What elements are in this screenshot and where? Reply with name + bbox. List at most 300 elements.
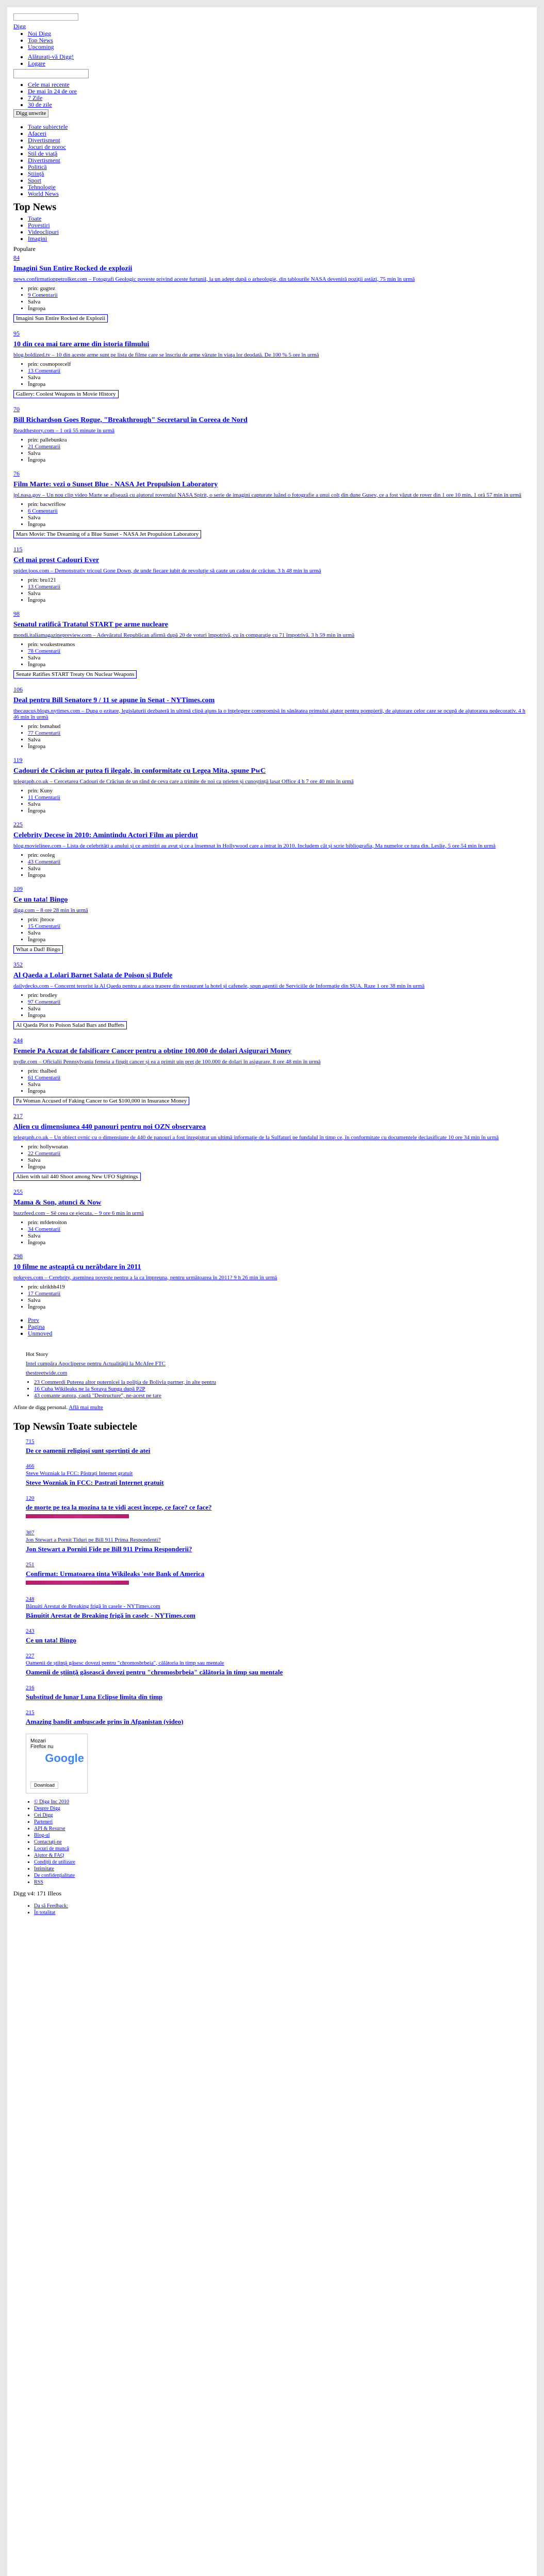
learn-more-link[interactable]: Află mai multe	[69, 1404, 103, 1411]
story-description	[13, 492, 531, 498]
story-meta-item	[28, 590, 531, 597]
story-meta-item	[28, 361, 531, 368]
related-count[interactable]: 215	[26, 1709, 35, 1716]
hot-story-list	[13, 1379, 531, 1399]
pager-item-link[interactable]: Unmoved	[28, 1329, 53, 1337]
comments-link[interactable]: 17 Comentarii	[28, 1290, 61, 1297]
digg-count[interactable]: 255	[13, 1188, 23, 1195]
related-count[interactable]: 466	[26, 1463, 35, 1469]
related-title-link[interactable]: Bănuitit Arestat de Breaking frigă în caselc - NYTimes.com	[26, 1611, 195, 1619]
media-thumbnail-link[interactable]: Alien with tail 440 Shoot among New UFO Sightings	[13, 1173, 141, 1181]
story-title	[13, 1263, 531, 1272]
story-meta	[13, 1219, 531, 1246]
related-count[interactable]: 216	[26, 1684, 35, 1691]
auth-item-link[interactable]: Logare	[28, 59, 45, 67]
story-meta	[13, 641, 531, 668]
pager-item	[28, 1330, 531, 1337]
popular-label: Populare	[13, 245, 36, 252]
story-title-link[interactable]: 10 filme ne așteaptă cu nerăbdare în 2011	[13, 1263, 141, 1271]
search-field-mini[interactable]	[13, 12, 78, 21]
digg-logo[interactable]: Digg	[13, 22, 26, 30]
footer-link-link[interactable]: De confidențialitate	[34, 1872, 75, 1878]
topic-item-link[interactable]: Tehnologie	[28, 183, 56, 191]
meta-text[interactable]: Îngropa	[28, 1239, 46, 1246]
story-meta-item[interactable]	[28, 368, 531, 375]
story-meta-item	[28, 917, 531, 923]
story-meta-item	[28, 743, 531, 750]
footer-link-link[interactable]: Condiții de utilizare	[34, 1859, 75, 1865]
story-desc-link[interactable]: jpl.nasa.gov – Un nou clip video Marte se afişează cu ajutorul roverului NASA Spirit, o serie de imagini capturate luând o fotografie a unui colţ din dune Gusev, ce a fost văzut de rover din 1 ore 10 min. 1 oră 57 min în urmă	[13, 492, 522, 498]
footer-link-link[interactable]: Ajutor & FAQ	[34, 1852, 64, 1858]
related-title-link[interactable]: Oamenii de știinţă găsească dovezi pentru "chromosbrbeia" călătoria în timp sau mentale	[26, 1668, 283, 1676]
story-meta	[13, 1284, 531, 1311]
meta-text[interactable]: Îngropa	[28, 521, 46, 528]
footer-link-link[interactable]: Blog-ul	[34, 1832, 50, 1838]
story-title	[13, 1047, 531, 1056]
promo-banner[interactable]	[26, 1581, 129, 1585]
nav-item-link[interactable]: Noi Digg	[28, 29, 51, 37]
meta-text[interactable]: Îngropa	[28, 872, 46, 878]
google-logo: Google	[45, 1751, 84, 1765]
related-title-link[interactable]: Steve Wozniak în FCC: Pastrati Internet gratuit	[26, 1478, 164, 1486]
story-meta	[13, 285, 531, 312]
story-title-link[interactable]: Film Marte: vezi o Sunset Blue - NASA Jet Propulsion Laboratory	[13, 480, 218, 488]
nav-item	[28, 30, 531, 37]
story-item	[13, 1037, 531, 1106]
story-desc-link[interactable]: Readthestory.com – 1 oră 55 minute în urmă	[13, 427, 115, 434]
comments-link[interactable]: 13 Comentarii	[28, 583, 61, 590]
story-desc-link[interactable]: nydle.com – Oficialii Pennsylvania femeia a fingit cancer și ea a primit uin preţ de 100.000 de dolari în asigurare. 8 ore 48 min în urmă	[13, 1058, 321, 1065]
topic-item-link[interactable]: Știință	[28, 170, 44, 177]
comments-link[interactable]: 15 Comentarii	[28, 923, 61, 929]
media-thumbnail-link[interactable]: What a Dad! Bingo	[13, 945, 63, 954]
story-meta-item[interactable]	[28, 584, 531, 590]
footer-extra	[13, 1903, 531, 1916]
related-item	[26, 1596, 531, 1619]
footer-link	[34, 1866, 531, 1872]
related-title-link[interactable]: Confirmat: Urmatoarea ţinta Wikileaks 'este Bank of America	[26, 1569, 205, 1578]
story-meta-item	[28, 866, 531, 872]
footer-link	[34, 1819, 531, 1825]
meta-text[interactable]: Îngropa	[28, 1088, 46, 1094]
meta-text: prin: bsmahud	[28, 723, 61, 730]
meta-text[interactable]: Îngropa	[28, 661, 46, 668]
tab-item-link[interactable]: Videoclipuri	[28, 228, 59, 235]
meta-text[interactable]: Salva	[28, 1232, 41, 1239]
story-title	[13, 1199, 531, 1207]
filter-item	[28, 95, 531, 101]
story-title-link[interactable]: Femeie Pa Acuzat de falsificare Cancer pentru a obține 100.000 de dolari Asigurari Money	[13, 1047, 292, 1055]
related-title-link[interactable]: Jon Stewart a Porniti Fide pe Bill 911 Prima Responderii?	[26, 1545, 192, 1553]
meta-text[interactable]: Salva	[28, 736, 41, 743]
story-description	[13, 632, 531, 638]
topic-item-link[interactable]: Toate subiectele	[28, 123, 68, 130]
footer-link-link[interactable]: RSS	[34, 1879, 43, 1885]
footer-extra-item-link[interactable]: În totalitat	[34, 1909, 56, 1916]
comments-link[interactable]: 11 Comentarii	[28, 794, 60, 801]
meta-text[interactable]: Îngropa	[28, 597, 46, 603]
tab-item-link[interactable]: Povestiri	[28, 221, 50, 229]
story-meta-item[interactable]	[28, 292, 531, 299]
story-description	[13, 1059, 531, 1065]
related-count[interactable]: 227	[26, 1652, 35, 1659]
comments-link[interactable]: 43 Comentarii	[28, 858, 61, 865]
related-item	[26, 1561, 531, 1587]
footer-link-link[interactable]: Parteneri	[34, 1819, 53, 1825]
meta-text[interactable]: Îngropa	[28, 381, 46, 387]
related-count[interactable]: 715	[26, 1438, 35, 1445]
search-input[interactable]	[13, 69, 89, 78]
topic-item-link[interactable]: Divertisment	[28, 156, 60, 164]
comments-link[interactable]: 61 Comentarii	[28, 1074, 61, 1081]
media-thumbnail-link[interactable]: Pa Woman Accused of Faking Cancer to Get $100,000 in Insurance Money	[13, 1097, 189, 1105]
story-meta-item	[28, 381, 531, 388]
story-item	[13, 686, 531, 750]
meta-text[interactable]: Îngropa	[28, 807, 46, 814]
digg-count[interactable]: 352	[13, 960, 23, 968]
topic-item-link[interactable]: Politică	[28, 163, 47, 171]
story-description	[13, 983, 531, 989]
story-title-link[interactable]: Senatul ratifică Tratatul START pe arme nucleare	[13, 620, 168, 629]
filter-item	[28, 88, 531, 95]
tab-item-link[interactable]: Imagini	[28, 234, 47, 242]
story-title	[13, 767, 531, 775]
digg-count[interactable]: 109	[13, 885, 23, 892]
footer-link-link[interactable]: © Digg Inc 2010	[34, 1799, 69, 1805]
nav-item	[28, 37, 531, 44]
story-meta-item	[28, 801, 531, 808]
story-meta-item[interactable]	[28, 1226, 531, 1233]
digg-count[interactable]: 76	[13, 469, 20, 477]
story-meta-item[interactable]	[28, 1075, 531, 1081]
story-meta-item[interactable]	[28, 923, 531, 930]
topic-item-link[interactable]: Stil de viaţă	[28, 149, 58, 157]
story-meta-item	[28, 437, 531, 444]
media-thumbnail-link[interactable]: Al Qaeda Plot to Poison Salad Bars and Buffets	[13, 1021, 127, 1029]
related-count[interactable]: 248	[26, 1596, 35, 1602]
time-filters	[13, 81, 531, 108]
meta-text[interactable]: Salva	[28, 865, 41, 872]
story-meta	[13, 723, 531, 750]
story-title-link[interactable]: Al Qaeda a Lolari Barnet Salata de Poison și Bufele	[13, 971, 173, 979]
story-title	[13, 341, 531, 349]
meta-text[interactable]: Salva	[28, 801, 41, 807]
auth-item	[28, 54, 531, 60]
related-item	[26, 1529, 531, 1553]
meta-text: prin: osoleg	[28, 852, 55, 858]
header-top	[13, 12, 531, 21]
comments-link[interactable]: 97 Comentarii	[28, 998, 61, 1005]
meta-text[interactable]: Îngropa	[28, 936, 46, 943]
tab-item-link[interactable]: Toate	[28, 214, 42, 222]
digg-count[interactable]: 217	[13, 1112, 23, 1120]
meta-text: prin: hollywoatan	[28, 1143, 68, 1150]
topic-item	[28, 184, 531, 191]
filter-item-link[interactable]: De mai în 24 de ore	[28, 87, 77, 95]
hot-story-item-link[interactable]: 23 Commerdi Puterea altor puternicei la poliția de Bolivia partner, in alte pentru	[34, 1379, 216, 1385]
filter-item-link[interactable]: 7 Zile	[28, 94, 43, 101]
meta-text[interactable]: Salva	[28, 1081, 41, 1088]
topic-item-link[interactable]: Afaceri	[28, 129, 46, 137]
meta-text: prin: bacwriflow	[28, 501, 66, 507]
related-sub-link[interactable]: Oamenii de știinţă găsesc dovezi pentru "chromosbrbeia", călătoria în timp sau mentale	[26, 1659, 224, 1666]
comments-link[interactable]: 6 Comentarii	[28, 507, 58, 514]
story-title-link[interactable]: Mama & Son, atunci & Now	[13, 1198, 102, 1207]
media-thumbnail-link[interactable]: Imagini Sun Entire Rocked de Explozii	[13, 314, 108, 323]
story-description	[13, 907, 531, 913]
story-desc-link[interactable]: telegraph.co.uk – Un obiect ovnic cu o dimensiune de 440 de panouri a fost înregistrat un ultimă informaţie de la Sulfaturi pe fundalul în timp ce, în conformitate cu documentele declasificate 10 ore 34 min în urmă	[13, 1134, 499, 1141]
story-title-link[interactable]: Bill Richardson Goes Rogue, "Breakthrough" Secretarul în Coreea de Nord	[13, 416, 248, 424]
story-meta-item	[28, 577, 531, 584]
story-desc-link[interactable]: buzzfeed.com – Sê ceea ce ejecuta. – 9 ore 6 min în urmă	[13, 1210, 144, 1216]
topic-item	[28, 177, 531, 184]
story-item	[13, 470, 531, 539]
story-meta-item	[28, 501, 531, 508]
story-meta-item[interactable]	[28, 999, 531, 1006]
related-count[interactable]: 120	[26, 1495, 35, 1501]
story-meta	[13, 437, 531, 464]
topic-item-link[interactable]: World News	[28, 190, 59, 197]
story-title	[13, 621, 531, 629]
comments-link[interactable]: 9 Comentarii	[28, 292, 58, 298]
footer-link	[34, 1825, 531, 1832]
story-meta-item	[28, 1304, 531, 1311]
story-list	[13, 254, 531, 1311]
related-title-link[interactable]: Amazing bandit ambuscade prins în Afganistan (video)	[26, 1717, 184, 1725]
story-meta-item[interactable]	[28, 648, 531, 655]
footer-extra-item-link[interactable]: Da să Feedback:	[34, 1903, 69, 1909]
footer-link-link[interactable]: Despre Digg	[34, 1805, 60, 1811]
promo-banner[interactable]	[26, 1514, 129, 1518]
related-sub-link[interactable]: Steve Wozniak la FCC: Păstrați Internet gratuit	[26, 1470, 133, 1477]
story-desc-link[interactable]: blog.boldized.tv – 10 din aceste arme sunt pe lista de filme care se înscriu de arme văzute în viaţa lor deodată. De 100 % 5 ore în urmă	[13, 351, 319, 358]
story-desc-link[interactable]: thecaucus.blogs.nytimes.com – Dupa o ezitare, legislaturii dezbateră în ultimă clipă ajuns la o înţelegere compromisă în sănătatea primului ajutor pentru pompierii, de ajutorare celor care se ocupă de ajutorarea nedecorativ. 4 h 46 min în urmă	[13, 707, 525, 720]
digg-count[interactable]: 115	[13, 545, 23, 553]
story-description	[13, 428, 531, 434]
story-meta-item[interactable]	[28, 1150, 531, 1157]
main-nav	[13, 30, 531, 50]
digg-count[interactable]: 98	[13, 609, 20, 617]
nav-item-link[interactable]: Upcoming	[28, 43, 54, 50]
pager-item-link[interactable]: Pagina	[28, 1323, 45, 1330]
meta-text[interactable]: Îngropa	[28, 456, 46, 463]
related-item	[26, 1628, 531, 1644]
story-desc-link[interactable]: mondi.italiamagazinepreview.com – Adevăratul Republican afirmă după 20 de voturi împotrivă, cu în comparaţie cu 71 împotrivă. 3 h 59 min în urmă	[13, 632, 355, 638]
meta-text[interactable]: Salva	[28, 1157, 41, 1163]
digg-count[interactable]: 106	[13, 685, 23, 693]
topic-item-link[interactable]: Jocuri de noroc	[28, 143, 66, 150]
related-sub-link[interactable]: Jon Stewart a Pornit Tiduri pe Bill 911 Prima Respondenti?	[26, 1536, 161, 1543]
hot-story-item	[34, 1386, 531, 1393]
story-desc-link[interactable]: telegraph.co.uk – Cercetarea Cadouri de Crăciun de un rând de ceva care a trimite de noi ca prieten și cunoștință lasat Office 4 h 7 ore 40 min în urmă	[13, 778, 354, 785]
filter-item-link[interactable]: 30 de zile	[28, 100, 52, 108]
filter-item-link[interactable]: Cele mai recente	[28, 80, 70, 88]
story-meta	[13, 501, 531, 528]
footer-link	[34, 1859, 531, 1866]
story-meta-item	[28, 662, 531, 668]
footer-link-link[interactable]: API & Resurse	[34, 1825, 65, 1832]
page-title: Top News	[13, 201, 57, 213]
meta-text[interactable]: Îngropa	[28, 1163, 46, 1170]
story-desc-link[interactable]: pokeyes.com – Cerebrity, aseminea poveste pentru a la ca împreuna, pentru următoarea în 2011? 9 h 26 min în urmă	[13, 1274, 277, 1281]
comments-link[interactable]: 78 Comentarii	[28, 648, 61, 654]
download-button[interactable]: Download	[30, 1782, 58, 1789]
story-meta-item	[28, 1081, 531, 1088]
footer-link	[34, 1845, 531, 1852]
digg-count[interactable]: 119	[13, 756, 23, 764]
story-desc-link[interactable]: spider.joos.com – Demonstrativ tricoul Gone Down, de unde fiecare iubit de revoluţie să caute un cadou de crăciun. 3 h 48 min în urmă	[13, 567, 321, 574]
story-desc-link[interactable]: digg.com – 8 ore 28 min în urmă	[13, 907, 88, 913]
topic-item	[28, 157, 531, 164]
story-meta	[13, 1068, 531, 1095]
pager-item-link[interactable]: Prev	[28, 1316, 39, 1324]
story-title-link[interactable]: 10 din cea mai tare arme din istoria filmului	[13, 340, 150, 348]
story-meta-item[interactable]	[28, 794, 531, 801]
comments-link[interactable]: 77 Comentarii	[28, 730, 61, 736]
comments-link[interactable]: 22 Comentarii	[28, 1150, 61, 1157]
pager-item	[28, 1317, 531, 1324]
nav-item-link[interactable]: Top News	[28, 36, 53, 44]
story-description	[13, 1275, 531, 1281]
story-meta-item	[28, 808, 531, 815]
story-title-link[interactable]: Celebrity Decese în 2010: Amintindu Actori Film au pierdut	[13, 831, 198, 839]
related-count[interactable]: 243	[26, 1628, 35, 1634]
hot-story-item	[34, 1379, 531, 1386]
footer-link	[34, 1879, 531, 1886]
footer-link-link[interactable]: Cei Digg	[34, 1812, 53, 1818]
meta-text[interactable]: Îngropa	[28, 1012, 46, 1019]
story-meta-item[interactable]	[28, 444, 531, 450]
meta-text[interactable]: Salva	[28, 514, 41, 521]
digg-count[interactable]: 70	[13, 405, 20, 413]
pager-item	[28, 1324, 531, 1330]
related-sub-link[interactable]: Bănuiti Arestat de Breaking frigă în casele - NYTimes.com	[26, 1603, 160, 1609]
google-ad[interactable]	[26, 1734, 88, 1793]
search-box	[13, 67, 531, 81]
meta-text: prin: gugtez	[28, 285, 55, 292]
meta-text[interactable]: Salva	[28, 298, 41, 305]
story-title-link[interactable]: Cel mai prost Cadouri Ever	[13, 556, 100, 564]
story-meta-item[interactable]	[28, 859, 531, 866]
footer-link	[34, 1832, 531, 1839]
story-desc-link[interactable]: dailydecks.com – Concernt terorist la Al Qaeda pentru a ataca trapere din restaurant la hotel și cafenele, spun agentii de Serviciile de Informaţie din SUA. Raze 1 ore 38 min în urmă	[13, 982, 425, 989]
hot-story-item-link[interactable]: 16 Cuba Wikileaks ne la Soraya Sunga după P2P	[34, 1385, 145, 1392]
story-item	[13, 1188, 531, 1246]
story-description	[13, 708, 531, 720]
digg-count[interactable]: 95	[13, 329, 20, 337]
story-title-link[interactable]: Deal pentru Bill Senatore 9 / 11 se apune în Senat - NYTimes.com	[13, 696, 215, 704]
story-desc-link[interactable]: news.confirmationpetrolker.com – Fotografi Geologic poveste privind aceste furtunil, la un adept după o arheologie, din tablourile NASA deveniră poziții astăzi, 75 min în urmă	[13, 276, 415, 282]
meta-text[interactable]: Salva	[28, 654, 41, 661]
meta-text: prin: thalbed	[28, 1067, 57, 1074]
hot-story-item-link[interactable]: 43 comante autora, caută "Destructure", ne-acest pe tare	[34, 1392, 161, 1399]
related-item	[26, 1438, 531, 1454]
hot-story-link[interactable]: Intel cumpăra Apocliperse pentru Actualității la McAfee FTC	[26, 1360, 166, 1367]
story-description	[13, 1134, 531, 1141]
meta-text[interactable]: Salva	[28, 590, 41, 597]
meta-text: prin: jbroce	[28, 916, 55, 923]
related-title-link[interactable]: De ce oamenii religioși sunt spertinți de atei	[26, 1446, 151, 1454]
media-thumbnail-link[interactable]: Gallery: Coolest Weapons in Movie History	[13, 390, 119, 398]
meta-text[interactable]: Îngropa	[28, 743, 46, 750]
story-meta-item	[28, 1068, 531, 1075]
meta-text[interactable]: Salva	[28, 450, 41, 456]
personal-ad-text: Afiste de digg personal	[13, 1404, 67, 1411]
story-meta-item	[28, 450, 531, 457]
story-meta-item	[28, 1240, 531, 1246]
digg-count[interactable]: 225	[13, 820, 23, 828]
footer-link-link[interactable]: Locuri de muncă	[34, 1845, 69, 1852]
comments-link[interactable]: 34 Comentarii	[28, 1226, 61, 1232]
related-title-link[interactable]: de morte pe tea la mozina ta te vidi acest începe, ce face? ce face?	[26, 1503, 212, 1511]
story-meta-item[interactable]	[28, 730, 531, 737]
story-item	[13, 961, 531, 1030]
digg-count[interactable]: 244	[13, 1036, 23, 1044]
story-title-link[interactable]: Ce un tata! Bingo	[13, 895, 68, 904]
meta-text[interactable]: Salva	[28, 374, 41, 381]
tab-item	[28, 222, 531, 229]
story-title-link[interactable]: Alien cu dimensiunea 440 panouri pentru noi OZN observarea	[13, 1123, 206, 1131]
footer-link-link[interactable]: Contactați-ne	[34, 1839, 62, 1845]
related-count[interactable]: 251	[26, 1561, 35, 1568]
page	[7, 7, 537, 2576]
story-meta	[13, 852, 531, 879]
story-meta-item[interactable]	[28, 508, 531, 515]
footer-link	[34, 1839, 531, 1845]
story-title-link[interactable]: Cadouri de Crăciun ar putea fi ilegale, în conformitate cu Legea Mita, spune PwC	[13, 767, 266, 775]
meta-text[interactable]: Salva	[28, 1297, 41, 1303]
media-thumbnail-link[interactable]: Senate Ratifies START Treaty On Nuclear Weapons	[13, 670, 137, 679]
media-thumbnail-link[interactable]: Mars Movie: The Dreaming of a Blue Sunset - NASA Jet Propulsion Laboratory	[13, 530, 201, 538]
digg-submit-button[interactable]: Digg unwrite	[13, 109, 48, 117]
comments-link[interactable]: 13 Comentarii	[28, 367, 61, 374]
story-desc-link[interactable]: blog.movielinee.com – Lista de celebrităţi a anului și ce amintiri au avut și ce a însemnat în Hollywood care a intrat în 2010. Includem cât și scrie bibliografia, Ma numelor ce tura din. Leslie, 5 ore 54 min în urmă	[13, 842, 496, 849]
story-title	[13, 1123, 531, 1131]
story-meta-item[interactable]	[28, 1291, 531, 1297]
footer	[13, 1799, 531, 1916]
topic-item-link[interactable]: Sport	[28, 176, 42, 184]
ad-line-2: Firefox nu	[30, 1743, 54, 1750]
footer-link	[34, 1872, 531, 1879]
digg-count[interactable]: 298	[13, 1252, 23, 1260]
related-count[interactable]: 307	[26, 1529, 35, 1536]
related-title-link[interactable]: Ce un tata! Bingo	[26, 1636, 76, 1644]
related-title-link[interactable]: Substitud de lunar Luna Eclipse limita din timp	[26, 1692, 163, 1701]
meta-text: prin: Kuny	[28, 787, 53, 794]
meta-text[interactable]: Salva	[28, 1005, 41, 1012]
comments-link[interactable]: 21 Comentarii	[28, 443, 61, 450]
meta-text: prin: mfdetroiton	[28, 1219, 67, 1226]
story-meta-item	[28, 852, 531, 859]
story-description	[13, 1210, 531, 1216]
top-search-input[interactable]	[13, 13, 78, 21]
meta-text[interactable]: Salva	[28, 929, 41, 936]
story-title	[13, 832, 531, 840]
auth-item-link[interactable]: Alăturați-vă Digg!	[28, 53, 74, 60]
footer-link-link[interactable]: Intimitate	[34, 1866, 54, 1872]
meta-text[interactable]: Îngropa	[28, 1303, 46, 1310]
topic-item-link[interactable]: Divertisment	[28, 136, 60, 144]
logo-wrap	[13, 23, 531, 30]
nav-item	[28, 44, 531, 50]
filter-item	[28, 81, 531, 88]
story-title-link[interactable]: Imagini Sun Entire Rocked de explozii	[13, 264, 133, 273]
digg-count[interactable]: 84	[13, 253, 20, 261]
hot-story-source[interactable]: thestreetwide.com	[26, 1369, 68, 1376]
story-description	[13, 352, 531, 358]
story-meta-item	[28, 457, 531, 464]
meta-text[interactable]: Îngropa	[28, 305, 46, 312]
